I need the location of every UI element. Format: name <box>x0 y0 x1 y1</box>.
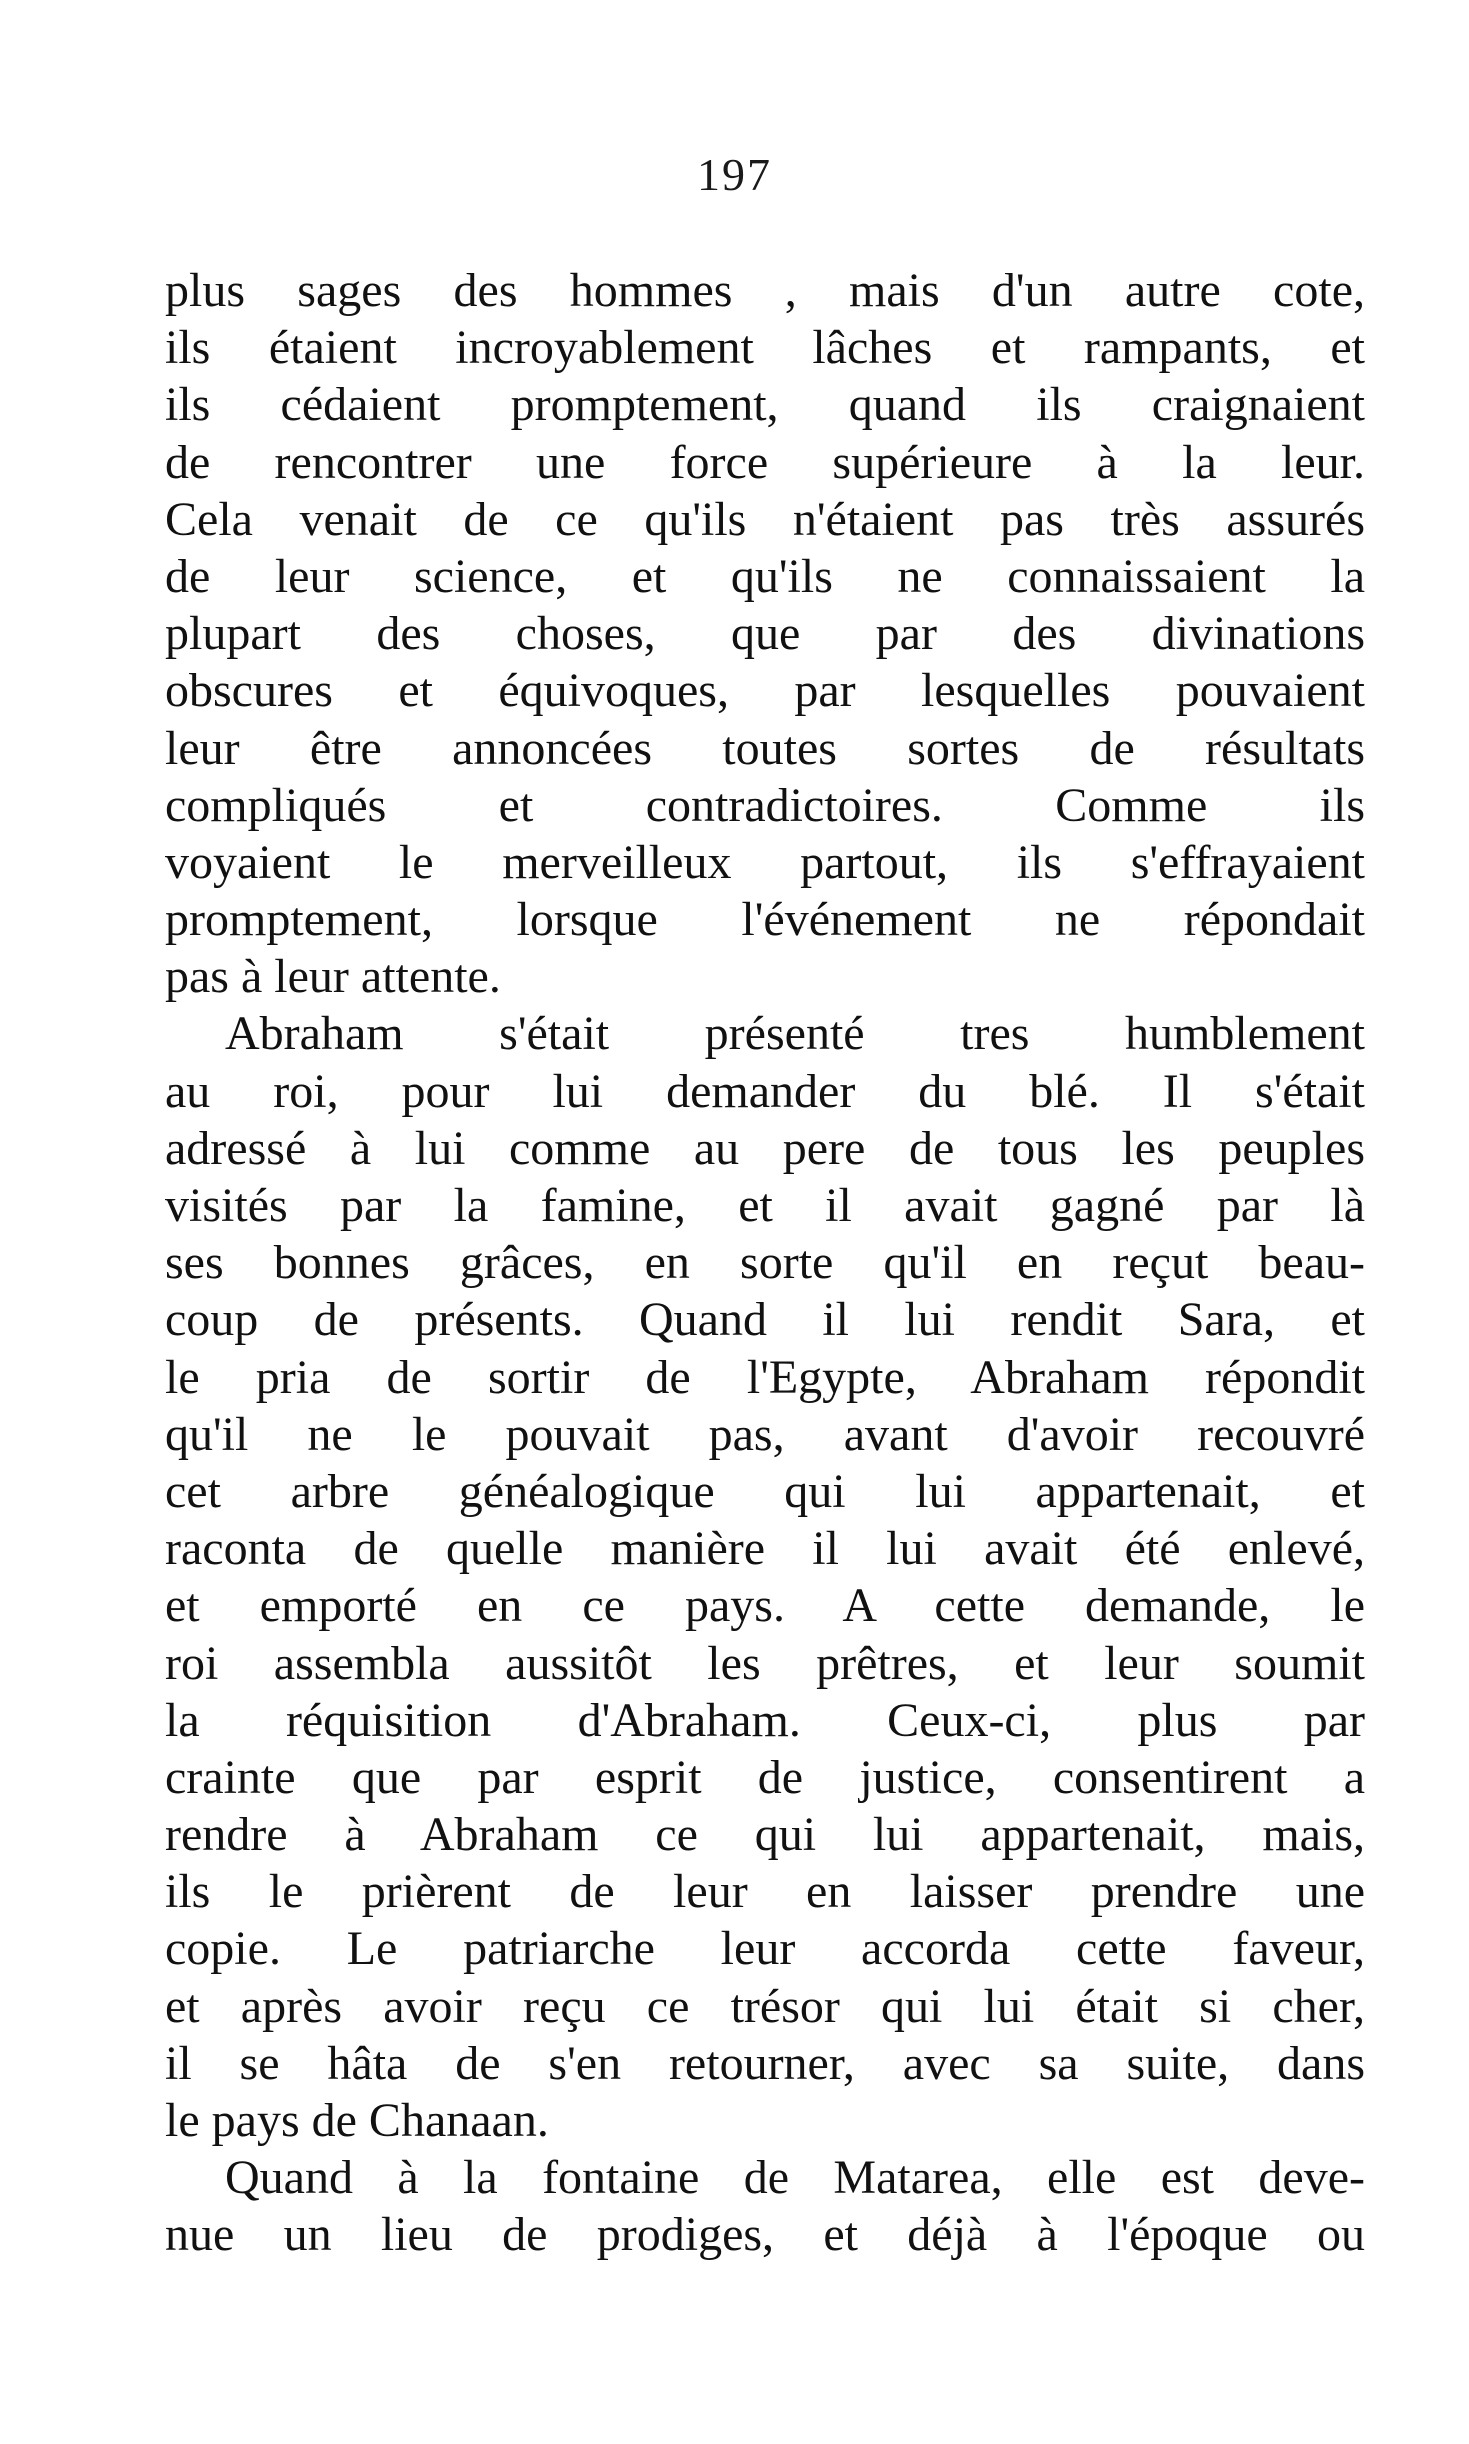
body-text <box>165 262 1365 2264</box>
text-line: plus sages des hommes , mais d'un autre cote, <box>165 264 1365 317</box>
text-line: au roi, pour lui demander du blé. Il s'était <box>165 1064 1365 1118</box>
text-line: rendre à Abraham ce qui lui appartenait, mais, <box>165 1808 1365 1862</box>
text-line: Cela venait de ce qu'ils n'étaient pas très assurés <box>165 492 1365 546</box>
text-line: et après avoir reçu ce trésor qui lui était si cher, <box>165 1979 1365 2033</box>
text-line: le pays de Chanaan. <box>165 2094 549 2147</box>
text-line: leur être annoncées toutes sortes de résultats <box>165 721 1365 775</box>
text-line: pas à leur attente. <box>165 950 501 1004</box>
text-line: roi assembla aussitôt les prêtres, et leur soumit <box>165 1636 1365 1690</box>
text-line: nue un lieu de prodiges, et déjà à l'époque ou <box>165 2208 1365 2262</box>
text-line: ils le prièrent de leur en laisser prendre une <box>165 1865 1365 1919</box>
text-line: crainte que par esprit de justice, consentirent a <box>165 1750 1365 1804</box>
text-line: Quand à la fontaine de Matarea, elle est deve- <box>225 2151 1365 2205</box>
text-line: ses bonnes grâces, en sorte qu'il en reçut beau- <box>165 1236 1365 1290</box>
text-line: compliqués et contradictoires. Comme ils <box>165 778 1365 832</box>
text-line: qu'il ne le pouvait pas, avant d'avoir recouvré <box>165 1407 1365 1461</box>
page-number: 197 <box>697 149 772 200</box>
text-line: Abraham s'était présenté tres humblement <box>225 1007 1365 1061</box>
text-line: voyaient le merveilleux partout, ils s'effrayaient <box>165 835 1365 889</box>
text-line: ils étaient incroyablement lâches et rampants, et <box>165 321 1365 375</box>
text-line: le pria de sortir de l'Egypte, Abraham répondit <box>165 1350 1365 1404</box>
text-line: cet arbre généalogique qui lui appartenait, et <box>165 1464 1365 1518</box>
text-line: raconta de quelle manière il lui avait été enlevé, <box>165 1522 1365 1576</box>
text-line: plupart des choses, que par des divinations <box>165 607 1365 661</box>
text-line: obscures et équivoques, par lesquelles pouvaient <box>165 664 1365 718</box>
text-line: et emporté en ce pays. A cette demande, le <box>165 1579 1365 1633</box>
text-line: adressé à lui comme au pere de tous les peuples <box>165 1121 1365 1175</box>
text-line: de leur science, et qu'ils ne connaissaient la <box>165 549 1365 603</box>
text-line: la réquisition d'Abraham. Ceux-ci, plus par <box>165 1693 1365 1747</box>
text-line: coup de présents. Quand il lui rendit Sara, et <box>165 1293 1365 1347</box>
text-line: ils cédaient promptement, quand ils craignaient <box>165 378 1365 432</box>
text-line: copie. Le patriarche leur accorda cette faveur, <box>165 1922 1365 1976</box>
text-line: il se hâta de s'en retourner, avec sa suite, dans <box>165 2036 1365 2090</box>
text-line: de rencontrer une force supérieure à la leur. <box>165 435 1365 489</box>
text-line: promptement, lorsque l'événement ne répondait <box>165 893 1365 947</box>
text-line: visités par la famine, et il avait gagné par là <box>165 1179 1365 1232</box>
